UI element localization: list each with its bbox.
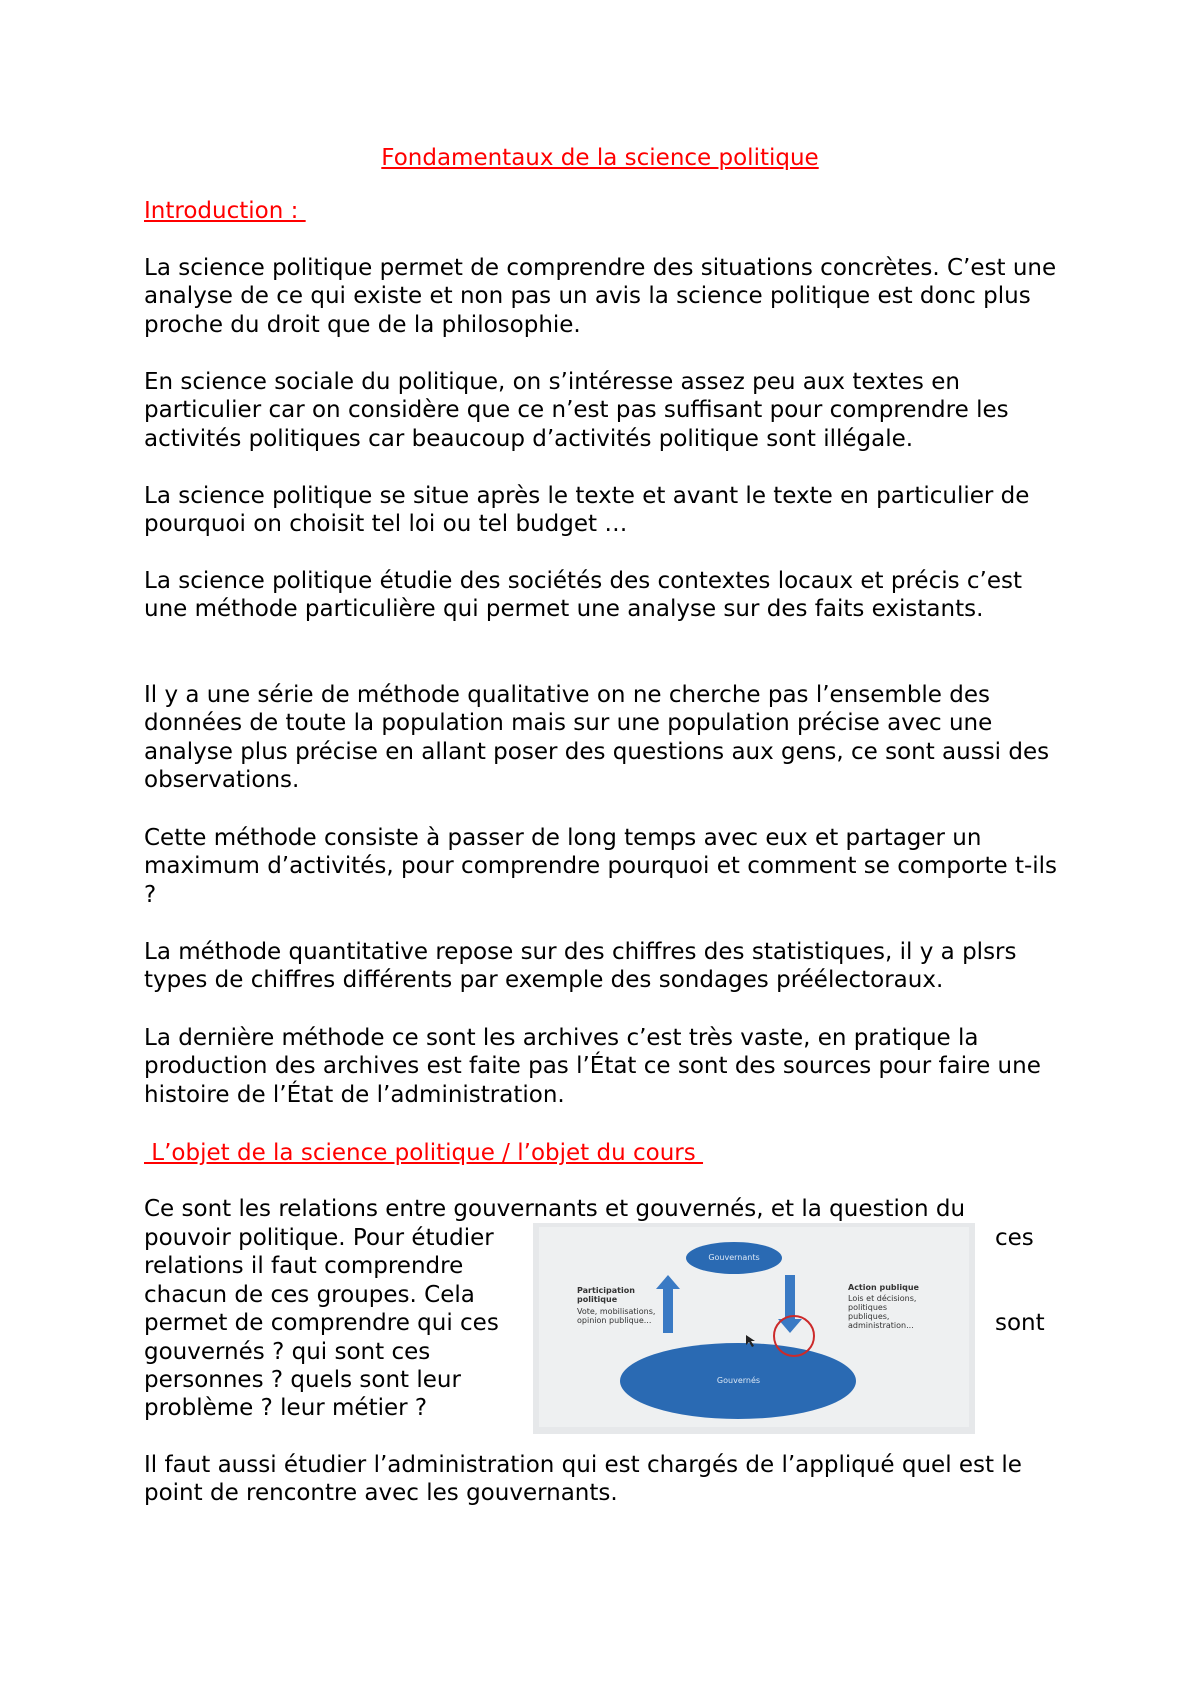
paragraph: La science politique permet de comprendre des situations concrètes. C’est une analyse de ce qui existe et non pas un avis la science politique est donc plus proche du droit que de la philosophie. <box>144 255 1057 338</box>
paragraph: La science politique se situe après le texte et avant le texte en particulier de pourquoi on choisit tel loi ou tel budget … <box>144 483 1030 538</box>
figure-label: Lois et décisions, politiques publiques, administration... <box>848 1294 917 1330</box>
figure-label: Gouvernés <box>716 1376 761 1385</box>
figure-label: Vote, mobilisations, opinion publique... <box>577 1307 656 1325</box>
paragraph-wrapped: pouvoir politique. Pour étudier relations il faut comprendre chacun de ces groupes. Cela permet de comprendre qui ces gouvernés ? qui sont ces personnes ? quels sont leur problème ? leur métier ? <box>144 1225 499 1422</box>
figure-label-title: Participation politique <box>577 1286 635 1304</box>
paragraph: La méthode quantitative repose sur des chiffres des statistiques, il y a plsrs types de chiffres différents par exemple des sondages préélectoraux. <box>144 939 1017 994</box>
figure-label-title: Action publique <box>848 1283 919 1292</box>
paragraph: En science sociale du politique, on s’intéresse assez peu aux textes en particulier car on considère que ce n’est pas suffisant pour comprendre les activités politiques car beaucoup d’activités politique sont illégale. <box>144 369 1009 452</box>
intro-heading: Introduction : <box>144 198 306 224</box>
section-heading: L’objet de la science politique / l’objet du cours <box>144 1140 704 1166</box>
paragraph: La science politique étudie des sociétés des contextes locaux et précis c’est une méthode particulière qui permet une analyse sur des faits existants. <box>144 568 1023 623</box>
paragraph: Cette méthode consiste à passer de long temps avec eux et partager un maximum d’activités, pour comprendre pourquoi et comment se comporte t-ils ? <box>144 825 1058 908</box>
diagram-photo <box>533 1223 975 1434</box>
side-word: sont <box>995 1310 1045 1336</box>
side-word: ces <box>995 1225 1034 1251</box>
document-title: Fondamentaux de la science politique <box>381 145 819 171</box>
figure-label: Gouvernants <box>708 1253 760 1262</box>
paragraph: Ce sont les relations entre gouvernants et gouvernés, et la question du <box>144 1196 966 1222</box>
paragraph: Il faut aussi étudier l’administration qui est chargés de l’appliqué quel est le point de rencontre avec les gouvernants. <box>144 1452 1022 1507</box>
paragraph: La dernière méthode ce sont les archives c’est très vaste, en pratique la production des archives est faite pas l’État ce sont des sources pour faire une histoire de l’État de l’administration. <box>144 1025 1041 1108</box>
paragraph: Il y a une série de méthode qualitative on ne cherche pas l’ensemble des données de toute la population mais sur une population précise avec une analyse plus précise en allant poser des questions aux gens, ce sont aussi des observations. <box>144 682 1050 794</box>
